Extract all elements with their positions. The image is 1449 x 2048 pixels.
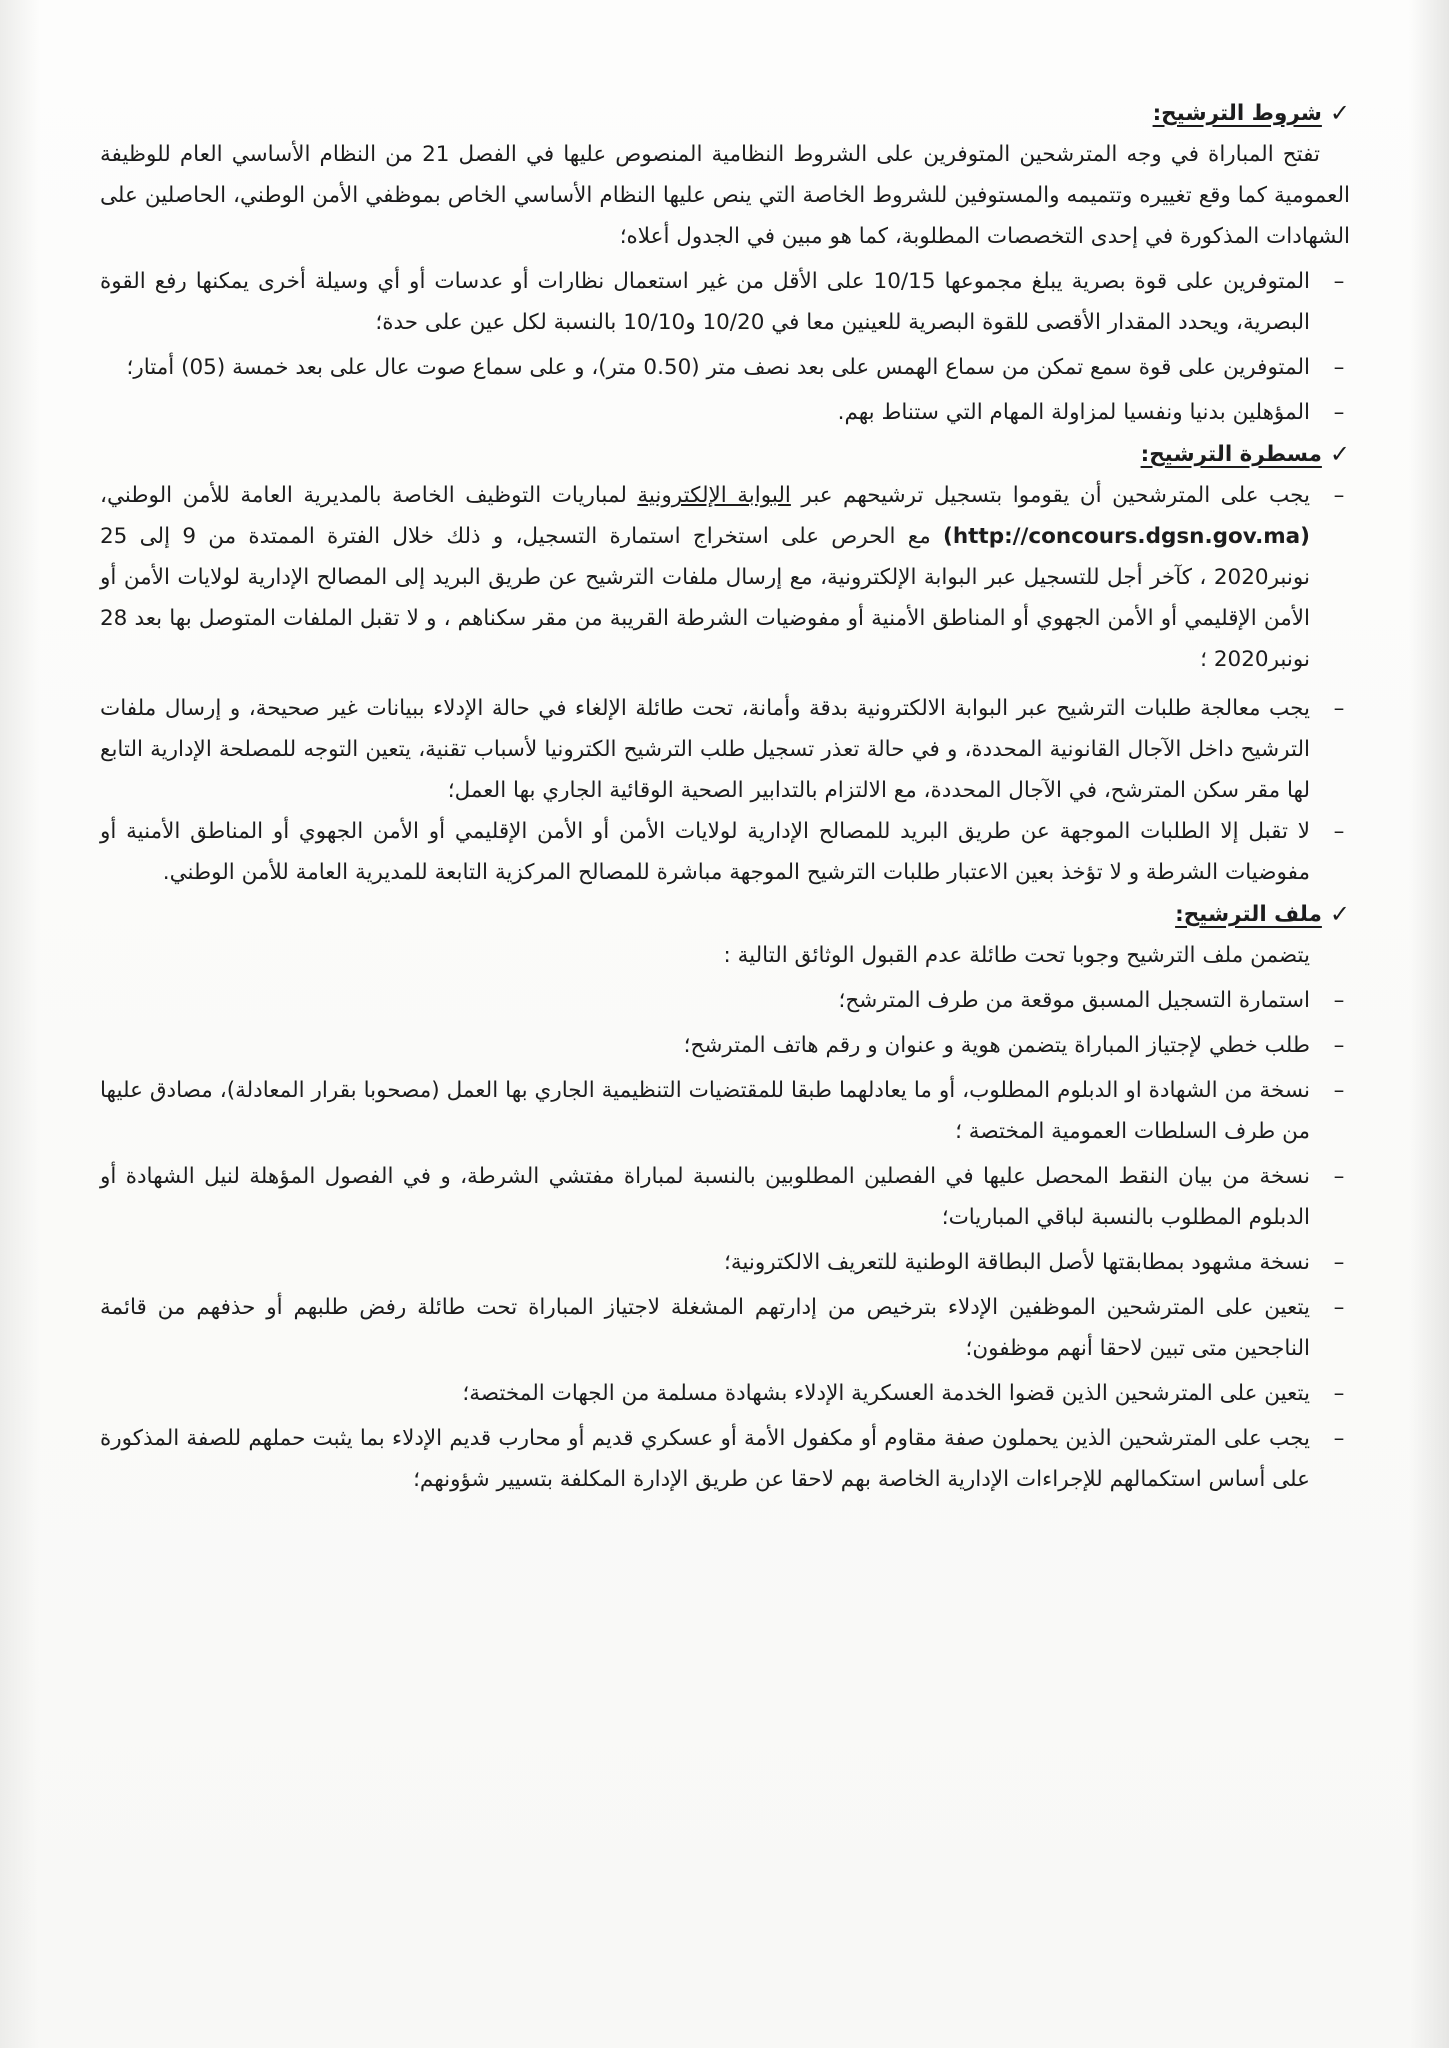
list-item-text: المتوفرين على قوة بصرية يبلغ مجموعها 10/15 على الأقل من غير استعمال نظارات أو عدسات أو أي وسيلة أخرى يمكنها رفع القوة البصرية، ويحدد المقدار الأقصى للقوة البصرية للعينين معا في 10/20 و10/10 بالنسبة لكل عين على حدة؛ — [100, 269, 1310, 335]
section-heading-file — [100, 893, 1350, 935]
text-run: مع الحرص على استخراج استمارة التسجيل، و ذلك خلال الفترة الممتدة من 9 إلى 25 نونبر2020 ، كآخر أجل للتسجيل عبر البوابة الإلكترونية، مع إرسال ملفات الترشيح عن طريق البريد إلى المصالح الإدارية لولايات الأمن أو الأمن الإقليمي أو الأمن الجهوي أو المناطق الأمنية أو مفوضيات الشرطة القريبة من مقر سكناهم ، و لا تقبل الملفات المتوصل بها بعد 28 نونبر2020 ؛ — [100, 524, 1310, 672]
list-item-text: نسخة مشهود بمطابقتها لأصل البطاقة الوطنية للتعريف الالكترونية؛ — [723, 1250, 1310, 1275]
dash-bullet-icon: – — [1333, 1295, 1345, 1320]
list-item — [100, 261, 1350, 343]
section-title: مسطرة الترشيح: — [1140, 441, 1322, 467]
document-body — [100, 92, 1350, 1500]
dash-bullet-icon: – — [1333, 988, 1345, 1013]
scan-shadow-left — [0, 0, 40, 2048]
section-title: شروط الترشيح: — [1152, 100, 1322, 126]
dash-bullet-icon: – — [1333, 819, 1345, 844]
dash-bullet-icon: – — [1333, 1078, 1345, 1103]
text-run: يجب على المترشحين أن يقوموا بتسجيل ترشيحهم عبر — [790, 483, 1310, 508]
paragraph: يتضمن ملف الترشيح وجوبا تحت طائلة عدم القبول الوثائق التالية : — [723, 943, 1310, 968]
list-item-text: استمارة التسجيل المسبق موقعة من طرف المترشح؛ — [838, 988, 1310, 1013]
list-item-text: يتعين على المترشحين الموظفين الإدلاء بترخيص من إدارتهم المشغلة لاجتياز المباراة تحت طائلة رفض طلبهم أو حذفهم من قائمة الناجحين متى تبين لاحقا أنهم موظفون؛ — [100, 1295, 1310, 1361]
list-item-text: يجب معالجة طلبات الترشيح عبر البوابة الالكترونية بدقة وأمانة، تحت طائلة الإلغاء في حالة الإدلاء ببيانات غير صحيحة، و إرسال ملفات الترشيح داخل الآجال القانونية المحددة، و في حالة تعذر تسجيل طلب الترشيح الكترونيا لأسباب تقنية، يتعين التوجه للمصلحة الإدارية التابع لها مقر سكن المترشح، في الآجال المحددة، مع الالتزام بالتدابير الصحية الوقائية الجاري بها العمل؛ — [100, 696, 1310, 803]
list-item — [100, 392, 1350, 433]
checkmark-icon: ✓ — [1329, 439, 1350, 468]
list-item — [100, 1287, 1350, 1369]
list-item — [100, 347, 1350, 388]
dash-bullet-icon: – — [1333, 483, 1345, 508]
list-item-text: المؤهلين بدنيا ونفسيا لمزاولة المهام التي ستناط بهم. — [837, 400, 1310, 425]
list-item-text: المتوفرين على قوة سمع تمكن من سماع الهمس على بعد نصف متر (0.50 متر)، و على سماع صوت عال على بعد خمسة (05) أمتار؛ — [126, 355, 1310, 380]
dash-bullet-icon: – — [1333, 400, 1345, 425]
list-item — [100, 1418, 1350, 1500]
list-item-text: يتعين على المترشحين الذين قضوا الخدمة العسكرية الإدلاء بشهادة مسلمة من الجهات المختصة؛ — [462, 1381, 1310, 1406]
list-item-text: لا تقبل إلا الطلبات الموجهة عن طريق البريد للمصالح الإدارية لولايات الأمن أو الأمن الإقليمي أو الأمن الجهوي أو المناطق الأمنية أو مفوضيات الشرطة و لا تؤخذ بعين الاعتبار طلبات الترشيح الموجهة مباشرة للمصالح المركزية التابعة للمديرية العامة للأمن الوطني. — [100, 819, 1310, 885]
dash-bullet-icon: – — [1333, 355, 1345, 380]
scan-shadow-right — [1409, 0, 1449, 2048]
list-item — [100, 980, 1350, 1021]
section-title: ملف الترشيح: — [1175, 901, 1322, 927]
list-item — [100, 1373, 1350, 1414]
portal-url: (http://concours.dgsn.gov.ma) — [943, 524, 1310, 549]
checkmark-icon: ✓ — [1329, 899, 1350, 928]
list-item-text: نسخة من بيان النقط المحصل عليها في الفصلين المطلوبين بالنسبة لمباراة مفتشي الشرطة، و في الفصول المؤهلة لنيل الشهادة أو الدبلوم المطلوب بالنسبة لباقي المباريات؛ — [100, 1164, 1310, 1230]
list-item — [100, 1070, 1350, 1152]
list-item — [100, 688, 1350, 811]
dash-bullet-icon: – — [1333, 1426, 1345, 1451]
list-item — [100, 1242, 1350, 1283]
dash-bullet-icon: – — [1333, 1164, 1345, 1189]
list-item-text: نسخة من الشهادة او الدبلوم المطلوب، أو ما يعادلهما طبقا للمقتضيات التنظيمية الجاري بها العمل (مصحوبا بقرار المعادلة)، مصادق عليها من طرف السلطات العمومية المختصة ؛ — [100, 1078, 1310, 1144]
dash-bullet-icon: – — [1333, 269, 1345, 294]
portal-link-text: البوابة الإلكترونية — [637, 483, 791, 508]
section-heading-procedure — [100, 433, 1350, 475]
list-item — [100, 475, 1350, 680]
list-item — [100, 1025, 1350, 1066]
paragraph: تفتح المباراة في وجه المترشحين المتوفرين على الشروط النظامية المنصوص عليها في الفصل 21 من النظام الأساسي العام للوظيفة العمومية كما وقع تغييره وتتميمه والمستوفين للشروط الخاصة التي ينص عليها النظام الأساسي الخاص بموظفي الأمن الوطني، الحاصلين على الشهادات المذكورة في إحدى التخصصات المطلوبة، كما هو مبين في الجدول أعلاه؛ — [100, 142, 1350, 249]
list-item — [100, 811, 1350, 893]
list-item-text — [100, 475, 1310, 680]
dash-bullet-icon: – — [1333, 696, 1345, 721]
list-item-text: يجب على المترشحين الذين يحملون صفة مقاوم أو مكفول الأمة أو عسكري قديم أو محارب قديم الإدلاء بما يثبت حملهم للصفة المذكورة على أساس استكمالهم للإجراءات الإدارية الخاصة بهم لاحقا عن طريق الإدارة المكلفة بتسيير شؤونهم؛ — [100, 1426, 1310, 1492]
text-run: لمباريات التوظيف الخاصة بالمديرية العامة للأمن الوطني، — [100, 483, 638, 508]
list-item — [100, 1156, 1350, 1238]
dash-bullet-icon: – — [1333, 1033, 1345, 1058]
dash-bullet-icon: – — [1333, 1250, 1345, 1275]
list-item-text: طلب خطي لإجتياز المباراة يتضمن هوية و عنوان و رقم هاتف المترشح؛ — [683, 1033, 1310, 1058]
checkmark-icon: ✓ — [1329, 98, 1350, 127]
section-heading-conditions — [100, 92, 1350, 134]
dash-bullet-icon: – — [1333, 1381, 1345, 1406]
